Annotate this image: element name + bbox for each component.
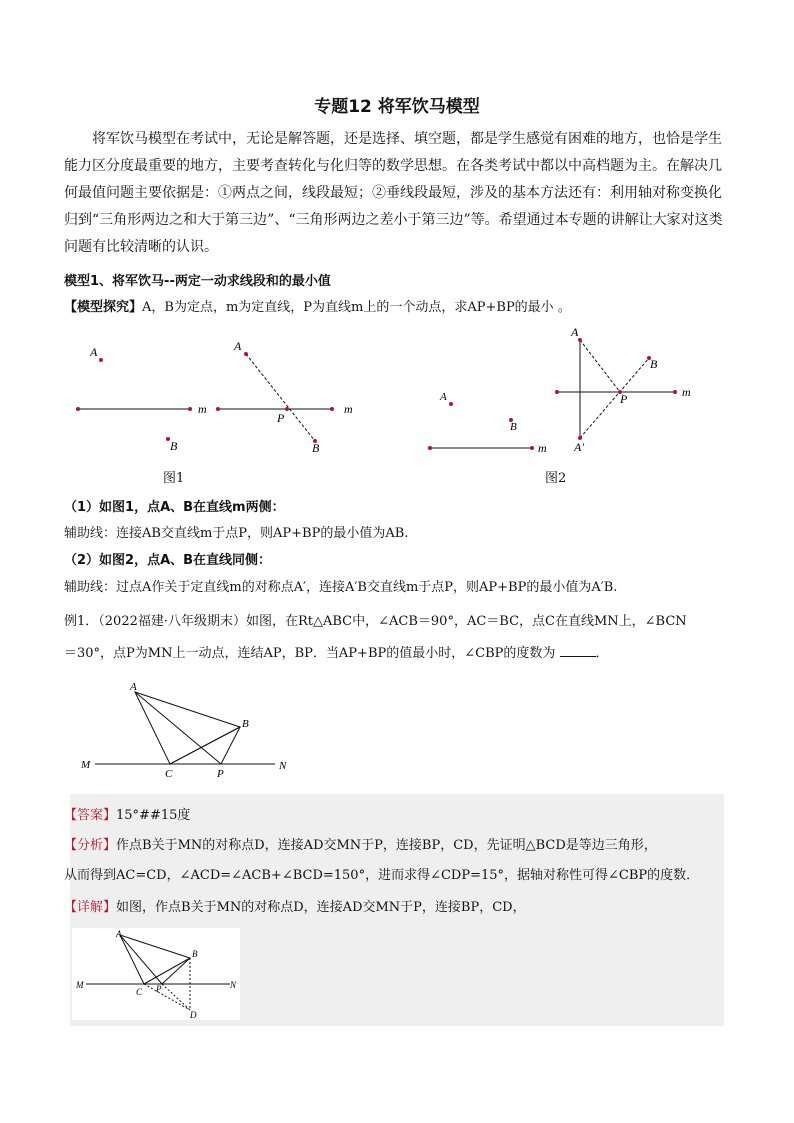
segment-ap bbox=[580, 340, 620, 392]
label-m: m bbox=[682, 385, 691, 399]
example-line-2 bbox=[64, 642, 609, 661]
example-figure bbox=[75, 680, 305, 780]
triangle-abc bbox=[135, 692, 240, 764]
detail-label: 【详解】 bbox=[64, 900, 117, 915]
label-b: B bbox=[170, 439, 178, 453]
explore-text: A，B为定点，m为定直线，P为直线m上的一个动点，求AP+BP的最小 。 bbox=[142, 300, 571, 315]
label-b: B bbox=[650, 357, 658, 371]
label-b: B bbox=[242, 718, 249, 730]
label-a-prime: A′ bbox=[574, 440, 584, 454]
label-n: N bbox=[230, 980, 237, 990]
segment-a-prime-b bbox=[580, 358, 649, 438]
point-p bbox=[285, 407, 289, 411]
label-m: m bbox=[538, 441, 547, 455]
analysis-text-1: 作点B关于MN的对称点D，连接AD交MN于P，连接BP，CD，先证明△BCD是等边三角形， bbox=[116, 838, 657, 853]
label-p: P bbox=[217, 768, 224, 780]
label-p: P bbox=[156, 984, 162, 994]
case2-text: 辅助线：过点A作关于定直线m的对称点A′，连接A′B交直线m于点P，则AP+BP的最小值为A′B. bbox=[64, 580, 618, 595]
intro-paragraph: 将军饮马模型在考试中，无论是解答题，还是选择、填空题，都是学生感觉有困难的地方，也恰是学生能力区分度最重要的地方，主要考查转化与化归等的数学思想。在各类考试中都以中高档题为主。在解决几何最值问题主要依据是：①两点之间，线段最短；②垂线段最短，涉及的基本方法还有：利用轴对称变换化归到“三角形两边之和大于第三边”、“三角形两边之差小于第三边”等。希望通过本专题的讲解让大家对这类问题有比较清晰的认识。 bbox=[64, 131, 723, 255]
label-a: A bbox=[571, 325, 579, 339]
figure-1-caption: 图1 bbox=[163, 471, 185, 486]
case2-heading: （2）如图2，点A、B在直线同侧： bbox=[64, 553, 272, 568]
label-m: M bbox=[81, 759, 91, 771]
analysis-label: 【分析】 bbox=[64, 838, 117, 853]
example-end: ． bbox=[595, 646, 609, 661]
label-m: M bbox=[76, 980, 84, 990]
label-b: B bbox=[312, 441, 320, 455]
label-m: m bbox=[344, 402, 353, 416]
example-line-2-text: ＝30°，点P为MN上一动点，连结AP，BP．当AP+BP的值最小时，∠CBP的度数为 bbox=[64, 646, 556, 661]
figure-2-caption: 图2 bbox=[545, 471, 567, 486]
case1-heading: （1）如图1，点A、B在直线m两侧： bbox=[64, 500, 285, 515]
detail-figure bbox=[72, 928, 240, 1020]
label-d: D bbox=[190, 1010, 197, 1020]
label-a: A bbox=[234, 339, 242, 353]
label-a: A bbox=[116, 929, 122, 939]
detail-line bbox=[64, 896, 526, 915]
segment-ab bbox=[246, 354, 315, 441]
label-a: A bbox=[90, 345, 98, 359]
label-b: B bbox=[510, 421, 517, 433]
answer-line bbox=[64, 804, 190, 823]
segment-ap bbox=[135, 692, 221, 764]
label-b: B bbox=[192, 949, 198, 959]
label-p: P bbox=[277, 411, 285, 425]
answer-label: 【答案】 bbox=[64, 808, 117, 823]
page-title: 专题12 将军饮马模型 bbox=[314, 97, 480, 117]
point-a bbox=[449, 402, 453, 406]
detail-text: 如图，作点B关于MN的对称点D，连接AD交MN于P，连接BP，CD， bbox=[116, 900, 526, 915]
figure-2 bbox=[420, 320, 720, 455]
segment-cb bbox=[170, 727, 240, 764]
case1-text: 辅助线：连接AB交直线m于点P，则AP+BP的最小值为AB. bbox=[64, 526, 409, 541]
explore-line bbox=[64, 296, 571, 315]
label-c: C bbox=[136, 987, 143, 997]
figure-1 bbox=[70, 330, 430, 460]
label-c: C bbox=[165, 768, 173, 780]
label-a: A bbox=[440, 391, 447, 403]
model1-heading: 模型1、将军饮马--两定一动求线段和的最小值 bbox=[64, 274, 331, 289]
example-line-1: 例1．（2022福建·八年级期末）如图，在Rt△ABC中，∠ACB＝90°，AC＝BC，点C在直线MN上，∠BCN bbox=[64, 614, 687, 629]
label-a: A bbox=[130, 681, 137, 693]
analysis-line-2: 从而得到AC=CD，∠ACD=∠ACB+∠BCD=150°，进而求得∠CDP=15°，据轴对称性可得∠CBP的度数． bbox=[64, 868, 700, 883]
label-p: P bbox=[620, 392, 628, 406]
explore-label: 【模型探究】 bbox=[64, 300, 143, 315]
point-a bbox=[99, 358, 103, 362]
analysis-line-1 bbox=[64, 834, 657, 853]
answer-text: 15°##15度 bbox=[116, 808, 191, 823]
label-n: N bbox=[279, 760, 287, 772]
answer-blank bbox=[560, 644, 596, 657]
label-m: m bbox=[198, 402, 207, 416]
